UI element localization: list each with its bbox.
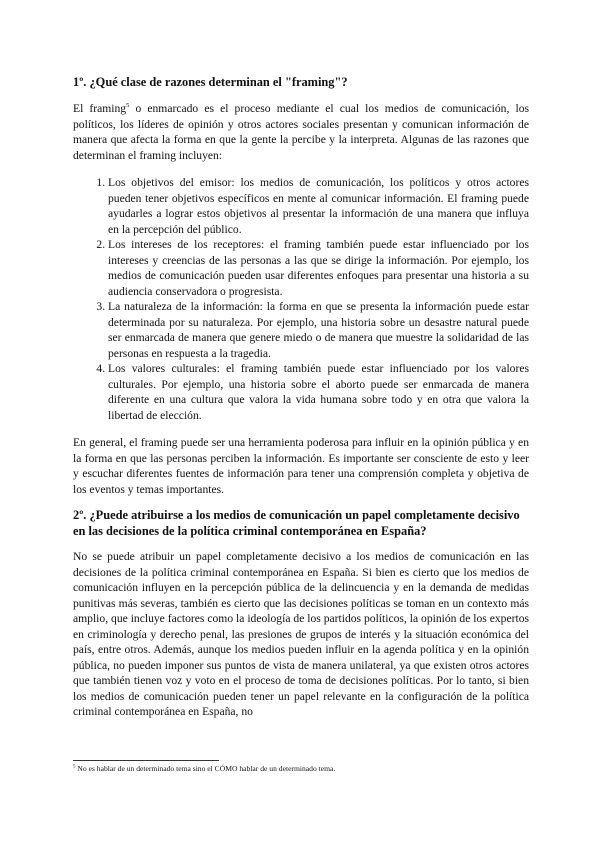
section-1-intro-paragraph [73,101,529,163]
footnote-text: No es hablar de un determinado tema sino el CÓMO hablar de un determinado tema. [75,764,336,773]
footnote-number: 5 [73,764,76,770]
section-2-heading: 2º. ¿Puede atribuirse a los medios de comunicación un papel completamente decisivo en las decisiones de la política criminal contemporánea en España? [73,508,520,538]
intro-lead-text: El framing [73,102,127,115]
reasons-list [73,175,529,423]
intro-body-text: o enmarcado es el proceso mediante el cual los medios de comunicación, los políticos, los líderes de opinión y otros actores sociales presentan y comunican información de manera que afecta la forma en que la gente la percibe y la interpreta. Algunas de las razones que determinan el framing incluyen: [73,102,529,162]
footnote-separator [73,760,219,761]
footnote [73,764,529,774]
list-item: 2. Los intereses de los receptores: el framing también puede estar influenciado por los intereses y creencias de las personas a las que se dirige la información. Por ejemplo, los medios de comunicación pueden usar diferentes enfoques para presentar una historia a su audiencia conservadora o progresista. [108,237,529,299]
list-item: 3. La naturaleza de la información: la forma en que se presenta la información puede estar determinada por su naturaleza. Por ejemplo, una historia sobre un desastre natural puede ser enmarcada de manera que genere miedo o de manera que muestre la solidaridad de las personas en respuesta a la tragedia. [108,299,529,361]
section-1-conclusion-paragraph: En general, el framing puede ser una herramienta poderosa para influir en la opinión pública y en la forma en que las personas perciben la información. Es importante ser consciente de esto y leer y escuchar diferentes fuentes de información para tener una comprensión completa y objetiva de los eventos y temas importantes. [73,436,529,496]
list-item: 4. Los valores culturales: el framing también puede estar influenciado por los valores culturales. Por ejemplo, una historia sobre el aborto puede ser enmarcada de manera diferente en una cultura que valora la vida humana sobre todo y en otra que valora la libertad de elección. [108,361,529,423]
section-2-body-paragraph: No se puede atribuir un papel completamente decisivo a los medios de comunicación en las decisiones de la política criminal contemporánea en España. Si bien es cierto que los medios de comunicación influyen en la percepción pública de la delincuencia y en la demanda de medidas punitivas más severas, también es cierto que las decisiones políticas se toman en un contexto más amplio, que incluye factores como la ideología de los partidos políticos, la opinión de los expertos en criminología y derecho penal, las presiones de grupos de interés y la situación económica del país, entre otros. Además, aunque los medios pueden influir en la agenda política y en la opinión pública, no pueden imponer sus puntos de vista de manera unilateral, ya que existen otros actores que también tienen voz y voto en el proceso de toma de decisiones políticas. Por lo tanto, si bien los medios de comunicación pueden tener un papel relevante en la configuración de la política criminal contemporánea en España, no [73,550,529,718]
section-1-heading: 1º. ¿Qué clase de razones determinan el "framing"? [73,75,348,89]
document-page [73,74,529,720]
list-item: 1. Los objetivos del emisor: los medios de comunicación, los políticos y otros actores pueden tener objetivos específicos en mente al comunicar información. El framing puede ayudarles a lograr estos objetivos al presentar la información de una manera que influya en la percepción del público. [108,175,529,237]
footnote-reference[interactable]: 5 [126,102,130,110]
